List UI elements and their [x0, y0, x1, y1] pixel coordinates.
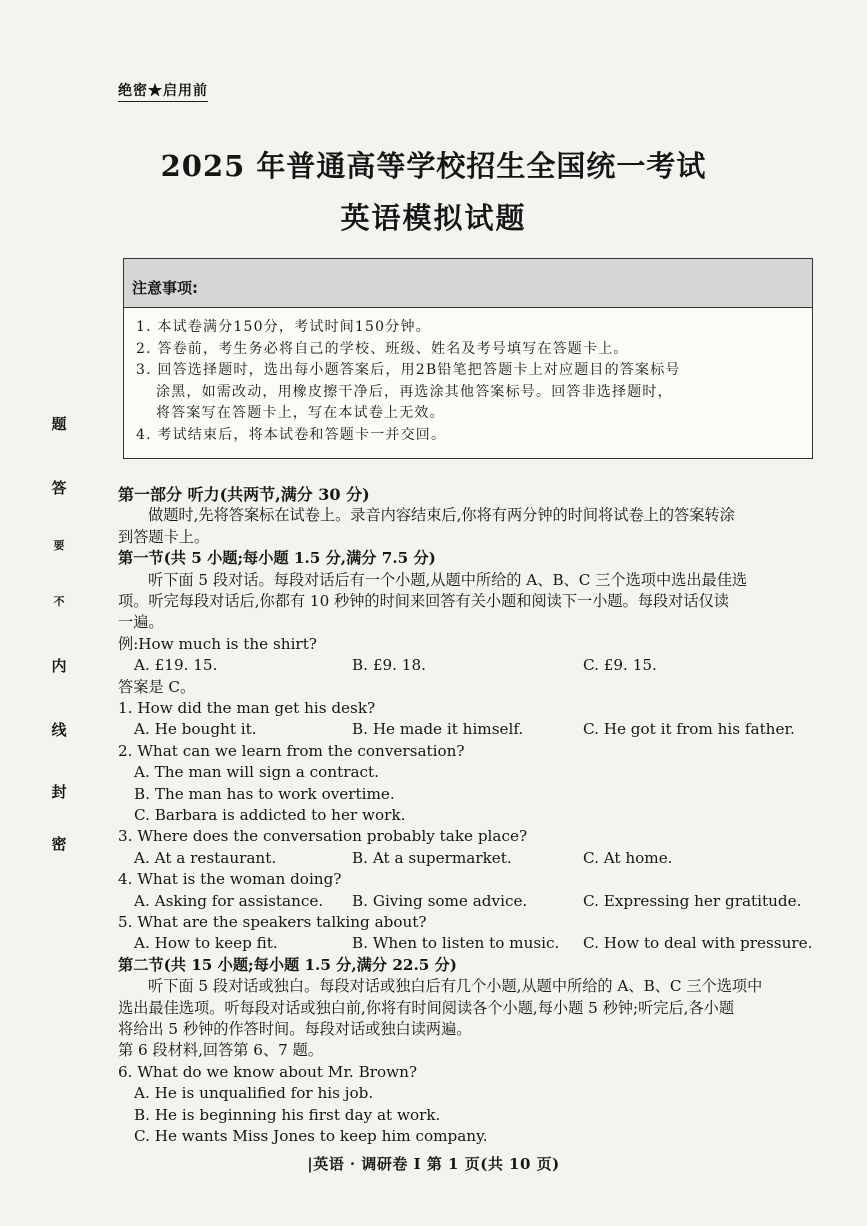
example-answer: 答案是 C。	[118, 677, 196, 696]
notice-header	[124, 259, 812, 308]
option-c: C. £9. 15.	[583, 656, 657, 675]
notice-item: 4. 考试结束后，将本试卷和答题卡一并交回。	[136, 426, 447, 443]
notice-item-continued: 将答案写在答题卡上，写在本试卷上无效。	[156, 405, 445, 422]
option-a: A. The man will sign a contract.	[134, 763, 379, 782]
question-5: 5. What are the speakers talking about?	[118, 913, 427, 932]
instruction-text: 做题时,先将答案标在试卷上。录音内容结束后,你将有两分钟的时间将试卷上的答案转涂	[148, 506, 735, 525]
option-b: B. When to listen to music.	[352, 934, 560, 953]
sidebar-char: 密	[51, 835, 67, 853]
option-a: A. He is unqualified for his job.	[134, 1084, 374, 1103]
option-row	[118, 719, 830, 740]
instruction-text: 选出最佳选项。听每段对话或独白前,你将有时间阅读各个小题,每小题 5 秒钟;听完后,各小题	[118, 998, 735, 1017]
option-a: A. How to keep fit.	[134, 934, 278, 953]
notice-list	[136, 317, 802, 447]
sidebar-char: 不	[53, 595, 65, 608]
option-a: A. At a restaurant.	[134, 848, 277, 867]
option-c: C. Expressing her gratitude.	[583, 891, 802, 910]
notice-heading: 注意事项:	[132, 279, 198, 297]
option-row	[118, 891, 830, 912]
notice-item: 1. 本试卷满分150分，考试时间150分钟。	[136, 319, 431, 335]
notice-item-continued: 涂黑，如需改动，用橡皮擦干净后，再选涂其他答案标号。回答非选择题时，	[156, 383, 673, 400]
sidebar-char: 线	[51, 721, 67, 739]
option-c: C. At home.	[583, 848, 673, 867]
section-heading: 第一节(共 5 小题;每小题 1.5 分,满分 7.5 分)	[118, 549, 436, 568]
option-row	[118, 933, 830, 954]
question-1: 1. How did the man get his desk?	[118, 699, 376, 718]
exam-content	[118, 484, 830, 1148]
option-row	[118, 848, 830, 869]
sidebar-char: 封	[51, 783, 67, 801]
page-footer: |英语 · 调研卷 I 第 1 页(共 10 页)	[307, 1155, 560, 1173]
question-6: 6. What do we know about Mr. Brown?	[118, 1062, 418, 1081]
instruction-text: 听下面 5 段对话。每段对话后有一个小题,从题中所给的 A、B、C 三个选项中选出最佳选	[148, 570, 748, 589]
option-b: B. £9. 18.	[352, 656, 426, 675]
confidential-label: 绝密★启用前	[118, 80, 208, 102]
part-heading: 第一部分 听力(共两节,满分 30 分)	[118, 485, 370, 504]
option-c: C. He got it from his father.	[583, 720, 795, 739]
option-c: C. How to deal with pressure.	[583, 934, 813, 953]
question-2: 2. What can we learn from the conversation?	[118, 741, 465, 760]
instruction-text: 一遍。	[118, 613, 164, 632]
example-question: 例:How much is the shirt?	[118, 634, 317, 653]
question-4: 4. What is the woman doing?	[118, 870, 342, 889]
question-3: 3. Where does the conversation probably take place?	[118, 827, 528, 846]
section-heading: 第二节(共 15 小题;每小题 1.5 分,满分 22.5 分)	[118, 955, 457, 974]
sidebar-char: 要	[53, 539, 65, 552]
notice-item: 3. 回答选择题时，选出每小题答案后，用2B铅笔把答题卡上对应题目的答案标号	[136, 362, 681, 379]
option-a: A. Asking for assistance.	[134, 891, 324, 910]
instruction-text: 项。听完每段对话后,你都有 10 秒钟的时间来回答有关小题和阅读下一小题。每段对话仅读	[118, 592, 729, 611]
option-b: B. He made it himself.	[352, 720, 524, 739]
exam-subtitle: 英语模拟试题	[340, 201, 527, 235]
sidebar-char: 内	[51, 657, 67, 675]
option-c: C. He wants Miss Jones to keep him company.	[134, 1127, 488, 1146]
notice-item: 2. 答卷前，考生务必将自己的学校、班级、姓名及考号填写在答题卡上。	[136, 340, 629, 357]
notice-box	[123, 258, 813, 459]
option-a: A. He bought it.	[134, 720, 257, 739]
binding-line-sidebar	[48, 395, 70, 865]
option-b: B. Giving some advice.	[352, 891, 528, 910]
option-b: B. At a supermarket.	[352, 848, 512, 867]
instruction-text: 听下面 5 段对话或独白。每段对话或独白后有几个小题,从题中所给的 A、B、C 三个选项中	[148, 977, 763, 996]
option-b: B. He is beginning his first day at work.	[134, 1105, 441, 1124]
sidebar-char: 答	[51, 479, 67, 497]
option-c: C. Barbara is addicted to her work.	[134, 806, 406, 825]
option-row	[118, 655, 830, 676]
sidebar-char: 题	[51, 415, 67, 433]
option-a: A. £19. 15.	[134, 656, 218, 675]
exam-title: 2025 年普通高等学校招生全国统一考试	[160, 149, 707, 183]
instruction-text: 到答题卡上。	[118, 527, 210, 546]
material-heading: 第 6 段材料,回答第 6、7 题。	[118, 1041, 324, 1060]
instruction-text: 将给出 5 秒钟的作答时间。每段对话或独白读两遍。	[118, 1020, 472, 1039]
option-b: B. The man has to work overtime.	[134, 784, 395, 803]
